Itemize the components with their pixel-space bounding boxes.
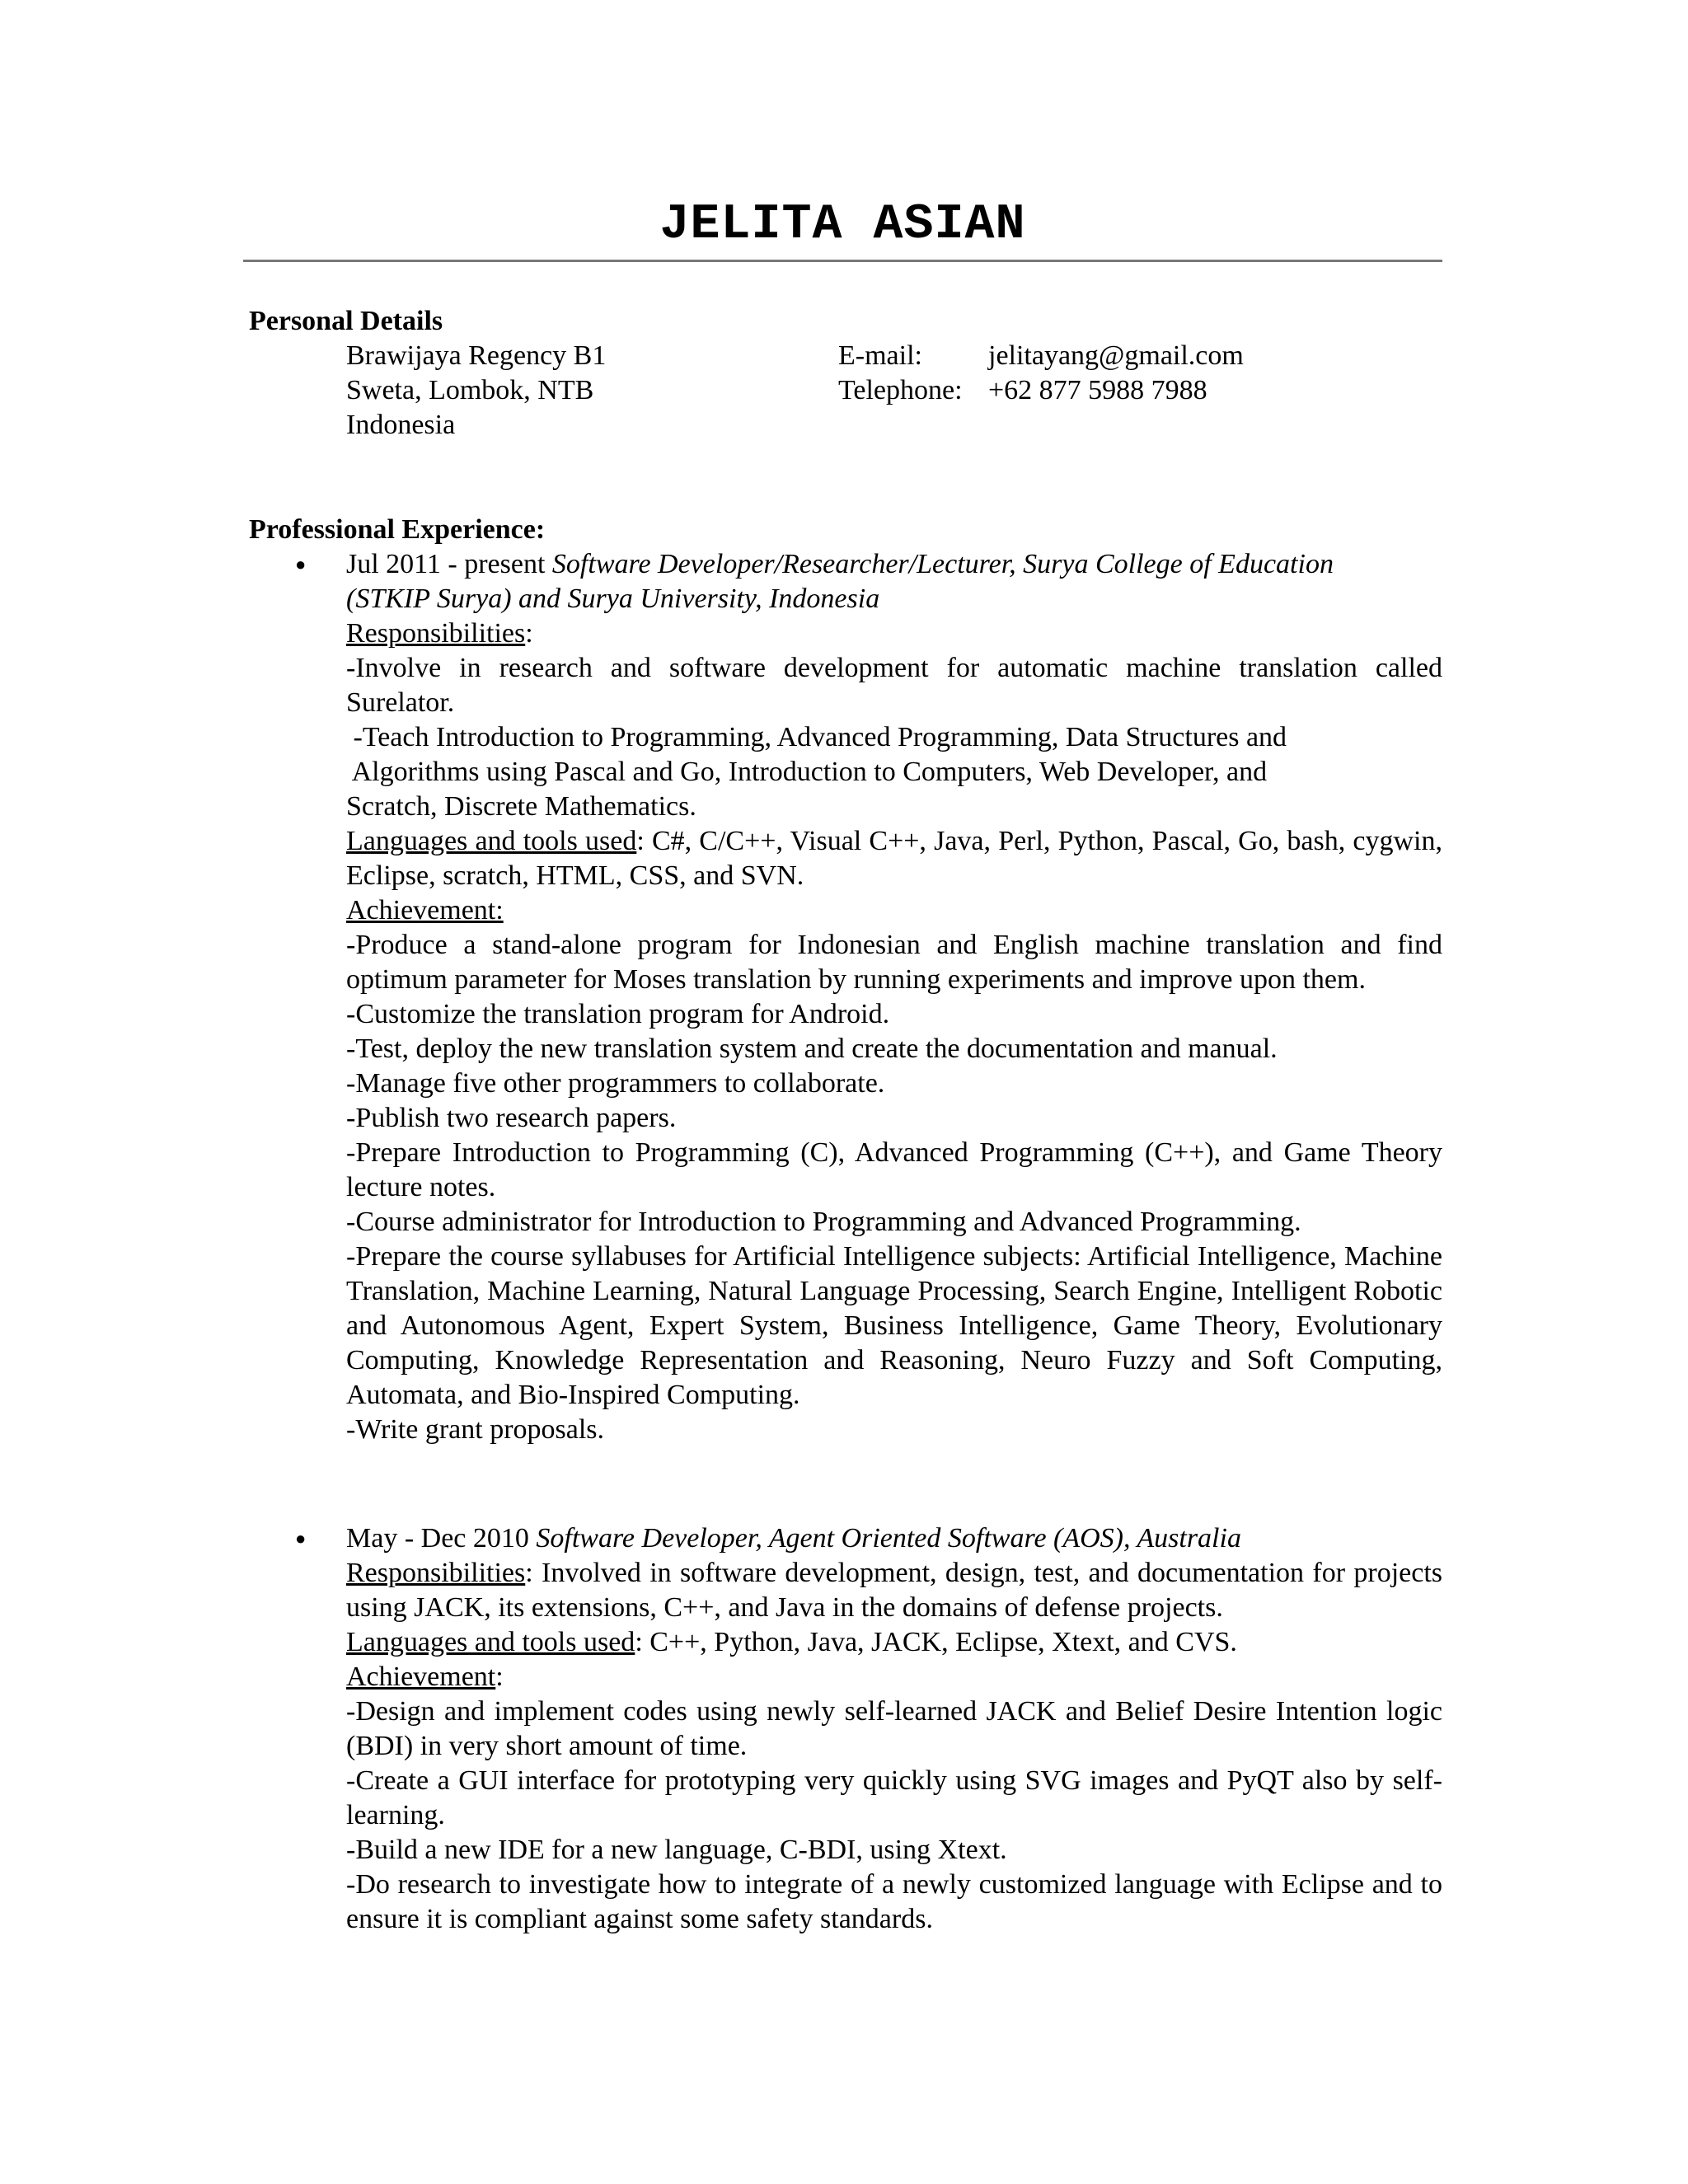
achievement-item: -Customize the translation program for Android. [346, 999, 890, 1029]
title-divider [243, 260, 1442, 262]
achievement-item: -Prepare Introduction to Programming (C), Advanced Programming (C++), and Game Theory lecture notes. [346, 1137, 1442, 1202]
achievement-label: Achievement: [346, 895, 504, 926]
responsibility-item-line: -Teach Introduction to Programming, Advanced Programming, Data Structures and [346, 722, 1287, 752]
achievement-item: -Write grant proposals. [346, 1414, 605, 1445]
job-entry-surya [346, 547, 1442, 1447]
tools-row [346, 1625, 1442, 1660]
tools-row [346, 824, 1442, 893]
responsibilities-label: Responsibilities [346, 1558, 526, 1588]
job-period: Jul 2011 - present [346, 549, 552, 579]
achievement-item: -Build a new IDE for a new language, C-BDI, using Xtext. [346, 1835, 1007, 1865]
responsibilities-label: Responsibilities [346, 618, 526, 649]
job-entry-aos [346, 1521, 1442, 1937]
tools-list: : C#, C/C++, Visual C++, Java, Perl, Python, Pascal, Go, bash, cygwin, Eclipse, scratch, HTML, CSS, and SVN. [346, 826, 1442, 891]
responsibility-item: -Involve in research and software development for automatic machine translation called Surelator. [346, 653, 1442, 718]
label-colon: : [495, 1661, 504, 1692]
address-line-3: Indonesia [346, 410, 456, 440]
achievement-label: Achievement [346, 1661, 496, 1692]
tools-label: Languages and tools used [346, 1627, 635, 1657]
address-line-1: Brawijaya Regency B1 [346, 340, 607, 371]
address-line-2: Sweta, Lombok, NTB [346, 375, 594, 405]
job-title: Software Developer/Researcher/Lecturer, Surya College of Education [551, 549, 1334, 579]
job-period: May - Dec 2010 [346, 1523, 537, 1554]
achievement-item: -Prepare the course syllabuses for Artificial Intelligence subjects: Artificial Intelligence, Machine Translation, Machine Learning, Natural Language Processing, Search Engine, Intelligent Robotic and Autonomous Agent, Expert System, Business Intelligence, Game Theory, Evolutionary Computing, Knowledge Representation and Reasoning, Neuro Fuzzy and Soft Computing, Automata, and Bio-Inspired Computing. [346, 1241, 1442, 1410]
achievement-item: -Produce a stand-alone program for Indonesian and English machine translation and find optimum parameter for Moses translation by running experiments and improve upon them. [346, 930, 1442, 995]
phone-label: Telephone: [838, 375, 963, 405]
job-header [346, 547, 1442, 582]
job-bullet: ● [295, 1528, 307, 1549]
achievement-item: -Do research to investigate how to integrate of a newly customized language with Eclipse and to ensure it is compliant against some safety standards. [346, 1869, 1442, 1934]
responsibilities-label-row [346, 616, 1442, 651]
tools-label: Languages and tools used [346, 826, 637, 856]
achievement-item: -Create a GUI interface for prototyping very quickly using SVG images and PyQT also by self-learning. [346, 1765, 1442, 1830]
resume-name: JELITA ASIAN [659, 197, 1026, 253]
label-colon: : [525, 618, 533, 649]
job-bullet: ● [295, 554, 307, 574]
responsibility-item-line: Scratch, Discrete Mathematics. [346, 791, 696, 822]
tools-list: : C++, Python, Java, JACK, Eclipse, Xtext, and CVS. [635, 1627, 1237, 1657]
email-value: jelitayang@gmail.com [988, 340, 1244, 371]
phone-value: +62 877 5988 7988 [988, 375, 1207, 405]
achievement-label-row [346, 1660, 1442, 1694]
job-title-continued: (STKIP Surya) and Surya University, Indonesia [346, 583, 880, 614]
responsibilities-text: : Involved in software development, design, test, and documentation for projects using JACK, its extensions, C++, and Java in the domains of defense projects. [346, 1558, 1442, 1623]
job-title: Software Developer, Agent Oriented Software (AOS), Australia [536, 1523, 1241, 1554]
personal-details-heading: Personal Details [249, 306, 443, 336]
achievement-item: -Publish two research papers. [346, 1103, 677, 1133]
achievement-item: -Course administrator for Introduction to Programming and Advanced Programming. [346, 1207, 1301, 1237]
achievement-item: -Design and implement codes using newly self-learned JACK and Belief Desire Intention logic (BDI) in very short amount of time. [346, 1696, 1442, 1761]
achievement-item: -Test, deploy the new translation system and create the documentation and manual. [346, 1033, 1278, 1064]
responsibilities-row [346, 1556, 1442, 1625]
email-label: E-mail: [838, 340, 922, 371]
responsibility-item-line: Algorithms using Pascal and Go, Introduction to Computers, Web Developer, and [346, 757, 1268, 787]
professional-experience-heading: Professional Experience: [249, 514, 546, 545]
achievement-item: -Manage five other programmers to collaborate. [346, 1068, 885, 1099]
job-header [346, 1521, 1442, 1556]
